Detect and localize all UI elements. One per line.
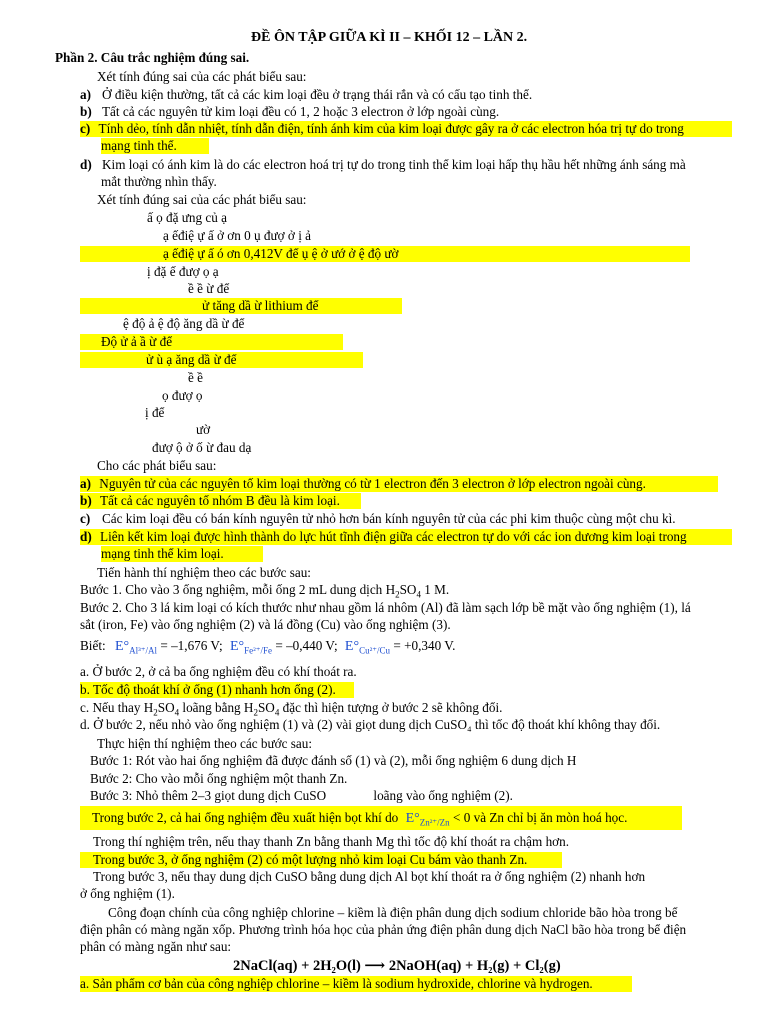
q5-step3-a: Bước 3: Nhỏ thêm 2–3 giọt dung dịch CuSO bbox=[90, 788, 327, 803]
e-standard-symbol-3: E° bbox=[344, 639, 360, 654]
e-standard-symbol-2: E° bbox=[229, 639, 245, 654]
q4-biet: Biết: bbox=[80, 638, 106, 653]
q4-a: a. Ở bước 2, ở cả ba ống nghiệm đều có khí thoát ra. bbox=[80, 664, 357, 679]
q1-d-line1: Kim loại có ánh kim là do các electron hoá trị tự do trong tinh thể kim loại hấp thụ hầu hết những ánh sáng mà bbox=[102, 157, 686, 172]
q1-c-line2: mạng tinh thể. bbox=[101, 138, 209, 154]
q1-a: Ở điều kiện thường, tất cả các kim loại đều ở trạng thái rắn và có cấu tạo tinh thể. bbox=[102, 87, 533, 102]
e3-value: = +0,340 V. bbox=[393, 638, 456, 653]
q5-a-1: Trong bước 2, cả hai ống nghiệm đều xuất hiện bọt khí do bbox=[92, 810, 399, 825]
q2-fragment-9: ử ù ạ ăng dầ ừ để bbox=[80, 352, 363, 368]
q4-c-2: 2 bbox=[153, 707, 158, 718]
q5-a-sub: Zn²⁺/Zn bbox=[419, 817, 450, 828]
q3-c-label: c) bbox=[80, 511, 91, 526]
q2-fragment-8: Độ ử ả ầ ừ để bbox=[80, 334, 343, 350]
q3-d-text: Liên kết kim loại được hình thành do lực hút tĩnh điện giữa các electron tự do với các ion dương kim loại trong bbox=[100, 529, 687, 544]
q1-a-label: a) bbox=[80, 87, 91, 102]
page-title: ĐỀ ÔN TẬP GIỮA KÌ II – KHỐI 12 – LẦN 2. bbox=[251, 30, 528, 45]
q6-para-line2: điện phân có màng ngăn xốp. Phương trình hóa học của phản ứng điện phân dung dịch NaCl bão hòa trong bể điện bbox=[80, 922, 687, 937]
q2-fragment-10: ề ề bbox=[188, 370, 204, 385]
q4-c-8: 4 bbox=[274, 707, 280, 718]
q1-d-label: d) bbox=[80, 157, 92, 172]
e3-sub: Cu²⁺/Cu bbox=[359, 645, 391, 656]
q4-c-9: đặc thì hiện tượng ở bước 2 sẽ không đổi. bbox=[279, 700, 503, 715]
q4-step2-line1: Bước 2. Cho 3 lá kim loại có kích thước như nhau gồm lá nhôm (Al) đã làm sạch lớp bề mặt vào ống nghiệm (1), lá bbox=[80, 600, 691, 615]
q3-d-label: d) bbox=[80, 529, 92, 544]
q1-d-line2: mắt thường nhìn thấy. bbox=[101, 174, 217, 189]
q4-b: b. Tốc độ thoát khí ở ống (1) nhanh hơn ống (2). bbox=[80, 682, 354, 698]
q5-a-2: < 0 và Zn chỉ bị ăn mòn hoá học. bbox=[452, 810, 628, 825]
q2-fragment-13: ườ bbox=[196, 422, 211, 437]
q1-b: Tất cả các nguyên tử kim loại đều có 1, 2 hoặc 3 electron ở lớp ngoài cùng. bbox=[102, 104, 500, 119]
q5-step1: Bước 1: Rót vào hai ống nghiệm đã được đánh số (1) và (2), mỗi ống nghiệm 6 dung dịch H bbox=[90, 753, 577, 768]
q3-d-line1 bbox=[80, 529, 732, 545]
q5-intro: Thực hiện thí nghiệm theo các bước sau: bbox=[97, 736, 312, 751]
q3-c: Các kim loại đều có bán kính nguyên tử nhỏ hơn bán kính nguyên tử của các phi kim thuộc cùng một chu kì. bbox=[102, 511, 676, 526]
q2-fragment-2: ạ ếđiệ ự ấ ở ơn 0 ụ đượ ở ị ả bbox=[163, 228, 312, 243]
q5-step3-b: loãng vào ống nghiệm (2). bbox=[373, 788, 513, 803]
q4-c-3: SO bbox=[157, 700, 175, 715]
q3-a-line bbox=[80, 476, 718, 492]
q1-intro: Xét tính đúng sai của các phát biểu sau: bbox=[97, 69, 307, 84]
q4-c-7: SO bbox=[257, 700, 275, 715]
q4-step1-c: SO bbox=[399, 582, 417, 597]
q1-b-label: b) bbox=[80, 104, 92, 119]
q3-d-line2: mạng tinh thể kim loại. bbox=[101, 546, 263, 562]
q4-step2-line2: sắt (iron, Fe) vào ống nghiệm (2) và lá đồng (Cu) vào ống nghiệm (3). bbox=[80, 617, 451, 632]
q1-c-line1 bbox=[80, 121, 732, 137]
q4-step1-sub2: 4 bbox=[416, 589, 421, 600]
e-standard-symbol: E° bbox=[114, 639, 130, 654]
e2-sub: Fe²⁺/Fe bbox=[244, 645, 273, 656]
q3-intro: Cho các phát biểu sau: bbox=[97, 458, 217, 473]
q6-para-line3: phân có màng ngăn như sau: bbox=[80, 939, 232, 954]
q4-step1-sub1: 2 bbox=[395, 589, 400, 600]
q1-c-text: Tính dẻo, tính dẫn nhiệt, tính dẫn điện, tính ánh kim của kim loại được gây ra ở các electron hóa trị tự do trong bbox=[98, 121, 684, 136]
q5-step2: Bước 2: Cho vào mỗi ống nghiệm một thanh Zn. bbox=[90, 771, 348, 786]
q3-a-label: a) bbox=[80, 476, 91, 491]
e1-value: = –1,676 V; bbox=[160, 638, 223, 653]
q4-c-1: c. Nếu thay H bbox=[80, 700, 154, 715]
q5-step3 bbox=[90, 788, 513, 804]
q3-a-text: Nguyên tử của các nguyên tố kim loại thường có từ 1 electron đến 3 electron ở lớp electron ngoài cùng. bbox=[99, 476, 646, 491]
q3-b-text: Tất cả các nguyên tố nhóm B đều là kim loại. bbox=[100, 493, 340, 508]
q5-d-line2: ở ống nghiệm (1). bbox=[80, 886, 175, 901]
q2-fragment-11: ọ đượ ọ bbox=[162, 388, 203, 403]
q1-c-label: c) bbox=[80, 121, 91, 136]
e2-value: = –0,440 V; bbox=[275, 638, 338, 653]
q2-fragment-14: đượ ộ ở ố ừ đau dạ bbox=[152, 440, 252, 455]
q5-a bbox=[80, 806, 682, 830]
q4-d: d. Ở bước 2, nếu nhỏ vào ống nghiệm (1) và (2) vài giọt dung dịch CuSO₄ thì tốc độ thoát khí không thay đổi. bbox=[80, 717, 661, 732]
q4-intro: Tiến hành thí nghiệm theo các bước sau: bbox=[97, 565, 311, 580]
q6-para-line1: Công đoạn chính của công nghiệp chlorine – kiềm là điện phân dung dịch sodium chloride bão hòa trong bể bbox=[108, 905, 678, 920]
q3-b-label: b) bbox=[80, 493, 92, 508]
part-heading: Phần 2. Câu trắc nghiệm đúng sai. bbox=[55, 50, 250, 65]
q5-c: Trong bước 3, ở ống nghiệm (2) có một lượng nhỏ kim loại Cu bám vào thanh Zn. bbox=[80, 852, 562, 868]
q2-fragment-6: ử tăng dầ ừ lithium để bbox=[80, 298, 402, 314]
q5-b: Trong thí nghiệm trên, nếu thay thanh Zn bằng thanh Mg thì tốc độ khí thoát ra chậm hơn. bbox=[93, 834, 570, 849]
e-zn-symbol: E° bbox=[405, 811, 420, 826]
q6-a: a. Sản phẩm cơ bản của công nghiệp chlorine – kiềm là sodium hydroxide, chlorine và hydrogen. bbox=[80, 976, 632, 992]
q2-fragment-1: ấ ọ đặ ưng củ ạ bbox=[147, 210, 228, 225]
q2-fragment-7: ệ độ ả ệ độ ăng dầ ừ để bbox=[123, 316, 245, 331]
e1-sub: Al³⁺/Al bbox=[129, 645, 158, 656]
q4-step1-e: 1 M. bbox=[420, 582, 450, 597]
q2-fragment-3: ạ ếđiệ ự ấ ó ơn 0,412V để ụ ệ ở ướ ở ệ độ ườ bbox=[80, 246, 690, 262]
q2-fragment-4: ị đặ ế đượ ọ ạ bbox=[147, 264, 219, 279]
q2-intro: Xét tính đúng sai của các phát biểu sau: bbox=[97, 192, 307, 207]
q4-step1-a: Bước 1. Cho vào 3 ống nghiệm, mỗi ống 2 mL dung dịch H bbox=[80, 582, 396, 597]
q2-fragment-5: ề ề ừ để bbox=[188, 281, 230, 296]
q4-potentials bbox=[80, 636, 455, 661]
q4-c-6: 2 bbox=[253, 707, 258, 718]
q5-d-line1: Trong bước 3, nếu thay dung dịch CuSO bằng dung dịch Al bọt khí thoát ra ở ống nghiệm (2) nhanh hơn bbox=[93, 869, 646, 884]
q2-fragment-12: ị để bbox=[145, 405, 165, 420]
q3-b-line bbox=[80, 493, 361, 509]
q4-c-5: loãng bằng H bbox=[179, 700, 254, 715]
q6-equation: 2NaCl(aq) + 2H₂O(l) ⟶ 2NaOH(aq) + H₂(g) + Cl₂(g) bbox=[233, 958, 561, 974]
q4-c-4: 4 bbox=[174, 707, 180, 718]
